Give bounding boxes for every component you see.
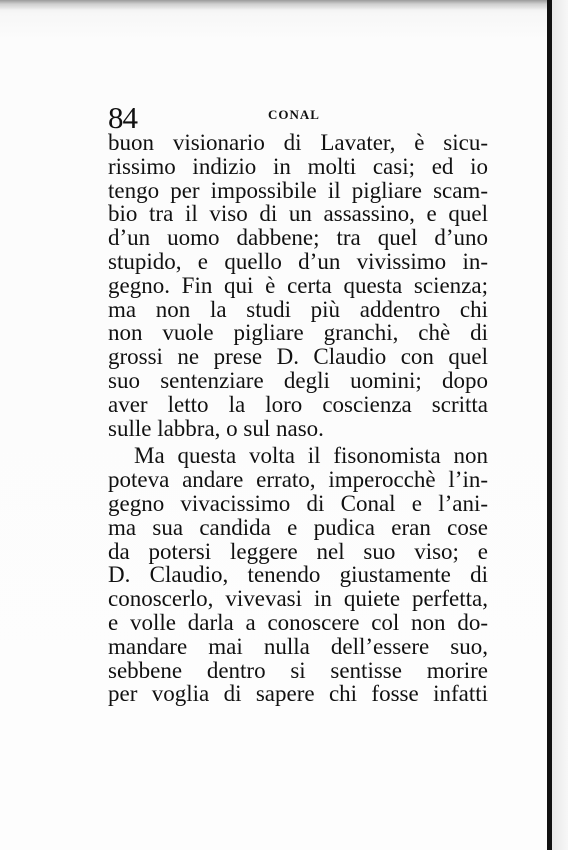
text-line: Ma questa volta il fisonomista non bbox=[134, 443, 488, 469]
text-line: sebbene dentro si sentisse morire bbox=[108, 657, 488, 683]
body-text bbox=[108, 131, 488, 706]
paragraph bbox=[108, 131, 488, 440]
page-number: 84 bbox=[108, 100, 137, 135]
text-line: mandare mai nulla dell’essere suo, bbox=[108, 633, 488, 659]
text-line: tengo per impossibile il pigliare scam- bbox=[108, 177, 488, 203]
text-line: poteva andare errato, imperocchè l’in- bbox=[108, 467, 488, 493]
text-line: gegno vivacissimo di Conal e l’ani- bbox=[108, 490, 488, 516]
paragraph bbox=[108, 444, 488, 706]
text-line: buon visionario di Lavater, è sicu- bbox=[108, 130, 488, 155]
text-line: ma non la studi più addentro chi bbox=[108, 296, 488, 322]
text-line: bio tra il viso di un assassino, e quel bbox=[108, 201, 488, 227]
text-line: sulle labbra, o sul naso. bbox=[108, 415, 324, 441]
text-line: non vuole pigliare granchi, chè di bbox=[108, 320, 488, 346]
text-line: d’un uomo dabbene; tra quel d’uno bbox=[108, 225, 488, 251]
text-line: aver letto la loro coscienza scritta bbox=[108, 391, 488, 417]
text-line: per voglia di sapere chi fosse infatti bbox=[108, 681, 488, 707]
text-line: rissimo indizio in molti casi; ed io bbox=[108, 153, 488, 179]
text-line: grossi ne prese D. Claudio con quel bbox=[108, 344, 488, 370]
page-top-edge bbox=[0, 0, 568, 10]
running-head: CONAL bbox=[268, 107, 320, 122]
text-line: suo sentenziare degli uomini; dopo bbox=[108, 367, 488, 393]
text-line: conoscerlo, vivevasi in quiete perfetta, bbox=[108, 586, 488, 612]
spine-shadow bbox=[552, 0, 568, 850]
text-line: ma sua candida e pudica eran cose bbox=[108, 514, 488, 540]
book-spine bbox=[547, 0, 552, 850]
text-line: D. Claudio, tenendo giustamente di bbox=[108, 562, 488, 588]
text-line: da potersi leggere nel suo viso; e bbox=[108, 538, 488, 564]
text-line: stupido, e quello d’un vivissimo in- bbox=[108, 248, 488, 274]
text-line: gegno. Fin qui è certa questa scienza; bbox=[108, 272, 488, 298]
text-line: e volle darla a conoscere col non do- bbox=[108, 609, 488, 635]
